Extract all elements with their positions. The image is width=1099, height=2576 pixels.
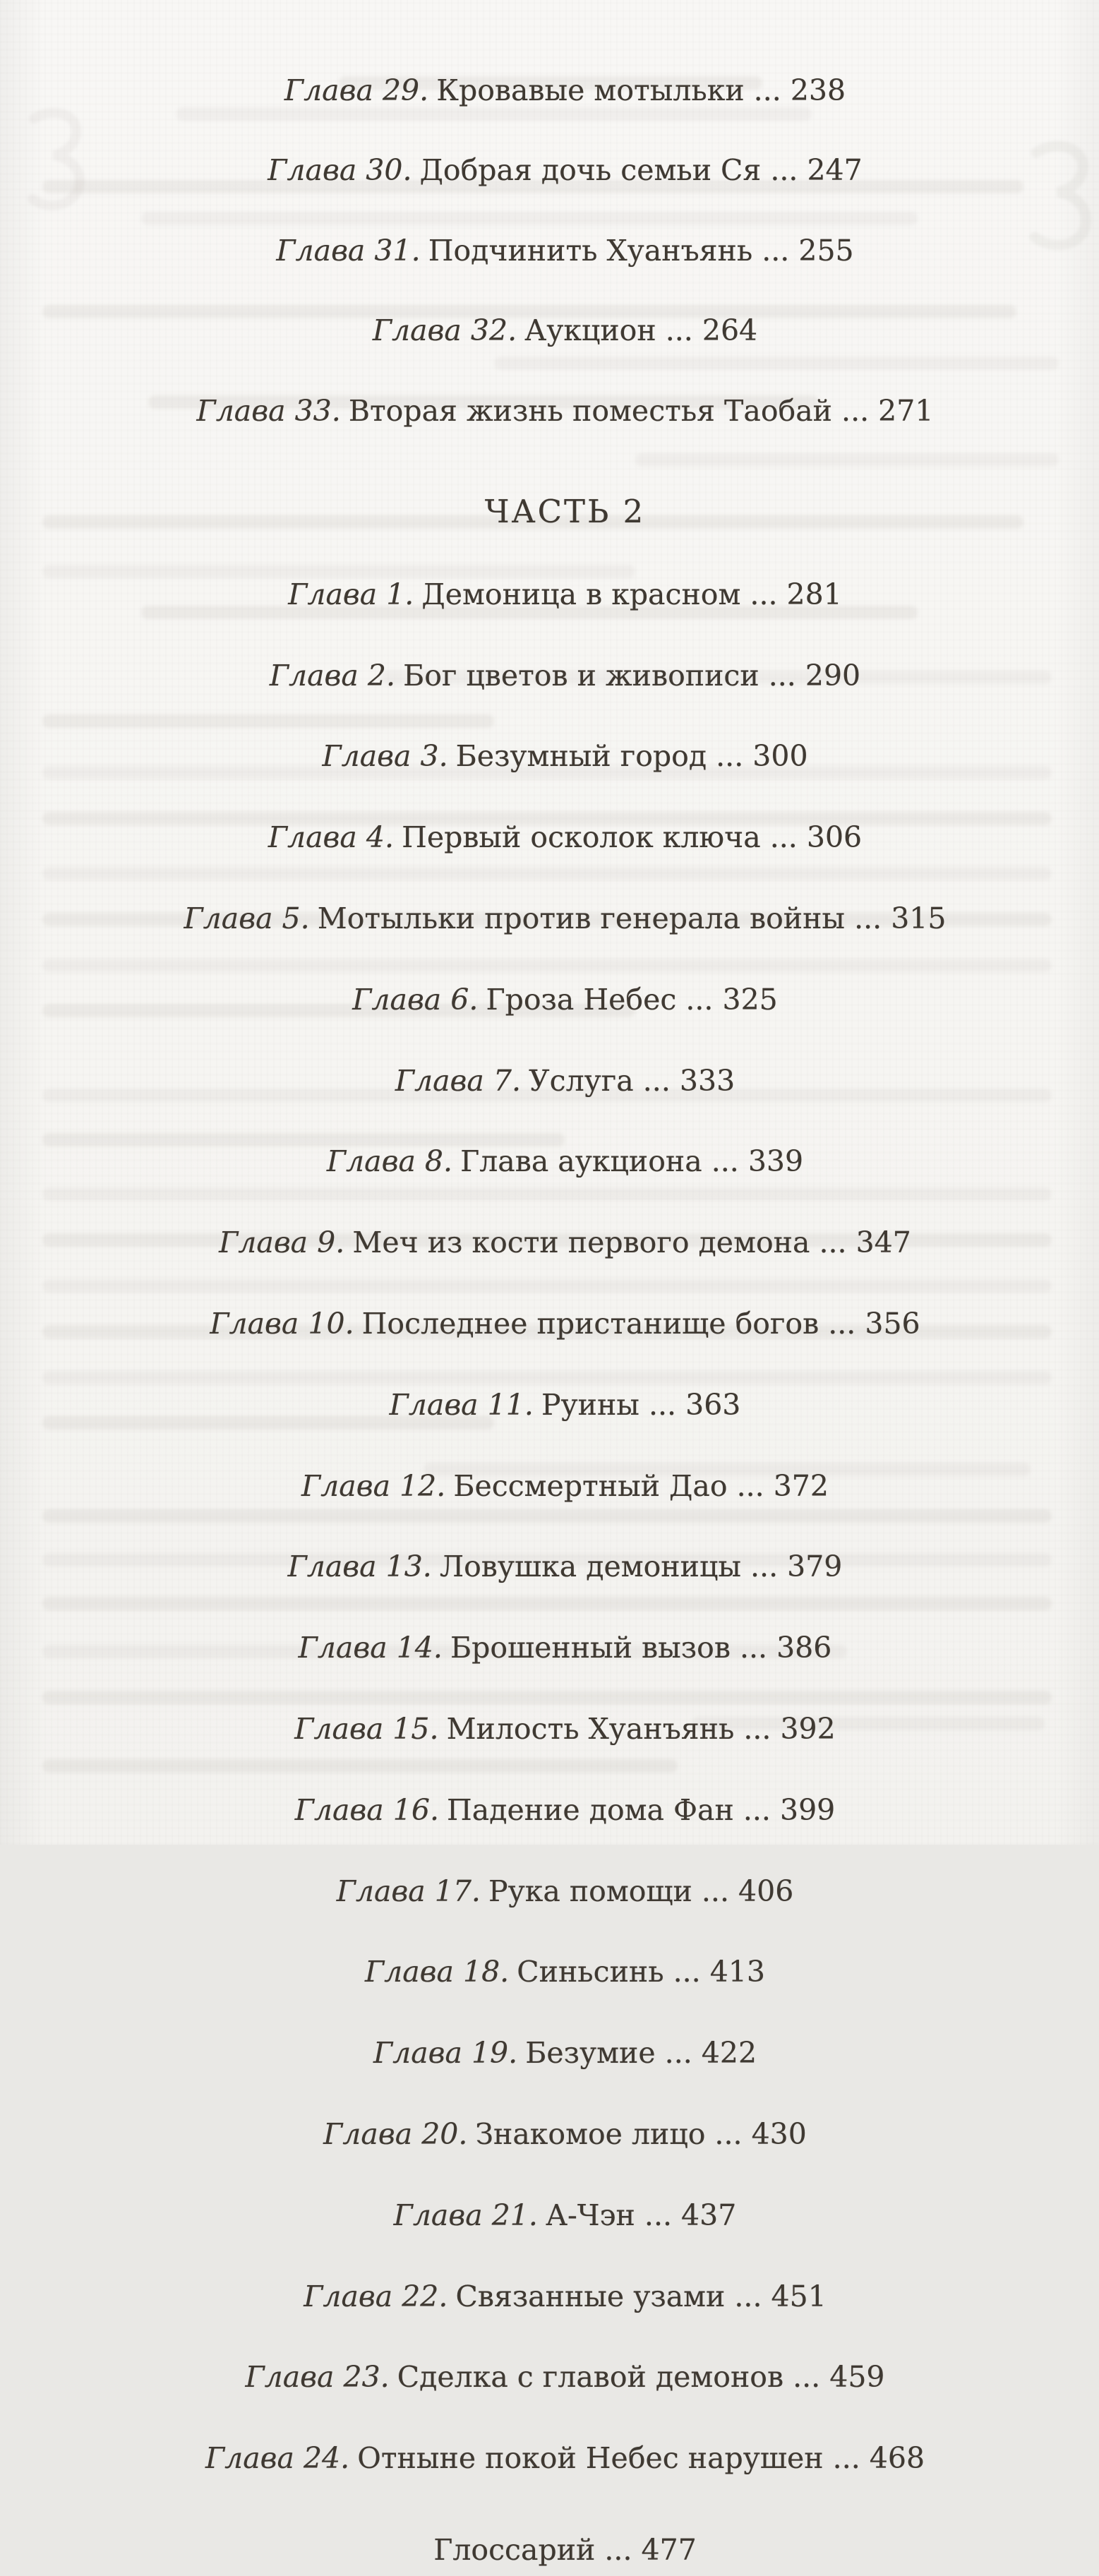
toc-entry bbox=[31, 1055, 1099, 1107]
chapter-title: Отныне покой Небес нарушен bbox=[357, 2441, 824, 2476]
chapter-page: 281 bbox=[786, 577, 842, 611]
toc-part2 bbox=[31, 569, 1099, 2485]
chapter-label: Глава 5. bbox=[184, 901, 310, 936]
chapter-label: Глава 12. bbox=[301, 1468, 446, 1503]
toc-dots: ... bbox=[760, 820, 807, 855]
toc-entry bbox=[31, 649, 1099, 702]
chapter-label: Глава 1. bbox=[288, 577, 414, 611]
chapter-page: 300 bbox=[752, 739, 808, 774]
toc-entry bbox=[31, 385, 1099, 437]
chapter-title: Мотыльки против генерала войны bbox=[317, 901, 846, 936]
glossary-page: 477 bbox=[641, 2532, 697, 2567]
toc-dots: ... bbox=[759, 658, 805, 693]
chapter-label: Глава 11. bbox=[389, 1387, 534, 1422]
chapter-title: Связанные узами bbox=[455, 2279, 726, 2313]
chapter-page: 422 bbox=[701, 2036, 757, 2071]
toc-dots: ... bbox=[705, 2117, 752, 2152]
toc-dots: ... bbox=[635, 2198, 682, 2232]
chapter-title: Гроза Небес bbox=[486, 982, 677, 1017]
chapter-page: 290 bbox=[805, 658, 861, 693]
chapter-label: Глава 15. bbox=[294, 1712, 439, 1747]
toc-entry bbox=[31, 225, 1099, 277]
toc-dots: ... bbox=[810, 1226, 856, 1260]
glossary-title: Глоссарий bbox=[433, 2532, 596, 2567]
chapter-label: Глава 10. bbox=[210, 1307, 354, 1341]
chapter-page: 386 bbox=[776, 1631, 832, 1665]
toc-entry bbox=[31, 2270, 1099, 2323]
toc-dots: ... bbox=[707, 739, 753, 774]
chapter-title: Руины bbox=[541, 1387, 639, 1422]
toc-entry bbox=[31, 1622, 1099, 1675]
chapter-title: Демоница в красном bbox=[421, 577, 741, 611]
chapter-label: Глава 3. bbox=[322, 739, 448, 774]
toc-dots: ... bbox=[692, 1874, 739, 1908]
chapter-title: Падение дома Фан bbox=[447, 1792, 734, 1827]
chapter-label: Глава 22. bbox=[304, 2279, 448, 2313]
chapter-page: 413 bbox=[709, 1955, 766, 1989]
part-2-heading: ЧАСТЬ 2 bbox=[484, 493, 646, 530]
chapter-title: Рука помощи bbox=[488, 1874, 692, 1908]
chapter-title: Первый осколок ключа bbox=[402, 820, 761, 855]
chapter-page: 347 bbox=[855, 1226, 911, 1260]
toc-entry bbox=[31, 2189, 1099, 2241]
chapter-title: Знакомое лицо bbox=[475, 2117, 706, 2152]
chapter-title: Последнее пристанище богов bbox=[361, 1307, 819, 1341]
chapter-title: Безумный город bbox=[455, 739, 707, 774]
chapter-label: Глава 6. bbox=[352, 982, 479, 1017]
toc-entry bbox=[31, 1298, 1099, 1350]
toc-entry bbox=[31, 1379, 1099, 1431]
toc-entry bbox=[31, 1217, 1099, 1269]
chapter-label: Глава 29. bbox=[284, 73, 429, 107]
chapter-label: Глава 21. bbox=[393, 2198, 538, 2232]
chapter-title: Бессмертный Дао bbox=[453, 1468, 728, 1503]
chapter-title: Подчинить Хуанъянь bbox=[428, 233, 753, 268]
chapter-label: Глава 32. bbox=[372, 313, 517, 348]
toc-entry bbox=[31, 1541, 1099, 1593]
toc-entry bbox=[31, 1703, 1099, 1756]
toc-dots: ... bbox=[761, 153, 807, 188]
chapter-page: 437 bbox=[681, 2198, 737, 2232]
toc-dots: ... bbox=[733, 1792, 780, 1827]
toc-dots: ... bbox=[832, 393, 879, 428]
toc-dots: ... bbox=[655, 2036, 702, 2071]
chapter-label: Глава 2. bbox=[269, 658, 395, 693]
chapter-title: Меч из кости первого демона bbox=[352, 1226, 810, 1260]
chapter-label: Глава 14. bbox=[298, 1631, 443, 1665]
chapter-title: Глава аукциона bbox=[460, 1144, 702, 1179]
toc-entry bbox=[31, 2352, 1099, 2404]
chapter-label: Глава 16. bbox=[294, 1792, 439, 1827]
chapter-label: Глава 13. bbox=[287, 1550, 432, 1584]
toc-dots: ... bbox=[740, 577, 787, 611]
chapter-title: Брошенный вызов bbox=[450, 1631, 731, 1665]
chapter-page: 325 bbox=[722, 982, 778, 1017]
toc-entry bbox=[31, 1136, 1099, 1188]
toc-entry bbox=[31, 2433, 1099, 2485]
toc-dots: ... bbox=[595, 2532, 642, 2567]
chapter-title: Бог цветов и живописи bbox=[403, 658, 759, 693]
chapter-label: Глава 17. bbox=[336, 1874, 481, 1908]
chapter-page: 264 bbox=[702, 313, 758, 348]
chapter-page: 451 bbox=[771, 2279, 827, 2313]
toc-dots: ... bbox=[663, 1955, 710, 1989]
chapter-page: 306 bbox=[806, 820, 863, 855]
toc-dots: ... bbox=[740, 1550, 788, 1584]
toc-entry bbox=[31, 145, 1099, 197]
toc-entry bbox=[31, 974, 1099, 1026]
toc-dots: ... bbox=[744, 73, 791, 107]
chapter-page: 363 bbox=[685, 1387, 741, 1422]
chapter-title: А-Чэн bbox=[545, 2198, 635, 2232]
toc-entry bbox=[31, 731, 1099, 783]
toc-entry bbox=[31, 812, 1099, 864]
toc-entry bbox=[31, 1865, 1099, 1917]
toc-part1-tail bbox=[31, 0, 1099, 437]
toc-dots: ... bbox=[823, 2441, 870, 2476]
toc-dots: ... bbox=[676, 982, 723, 1017]
toc-entry bbox=[31, 1784, 1099, 1836]
toc-dots: ... bbox=[633, 1063, 680, 1098]
chapter-label: Глава 19. bbox=[373, 2036, 518, 2071]
toc-dots: ... bbox=[725, 2279, 771, 2313]
toc-entry bbox=[31, 2027, 1099, 2080]
chapter-label: Глава 20. bbox=[323, 2117, 468, 2152]
toc-entry bbox=[31, 2109, 1099, 2161]
chapter-label: Глава 18. bbox=[364, 1955, 510, 1989]
toc-glossary-entry bbox=[31, 2524, 1099, 2576]
toc-dots: ... bbox=[783, 2360, 830, 2395]
chapter-title: Вторая жизнь поместья Таобай bbox=[348, 393, 832, 428]
toc-dots: ... bbox=[639, 1387, 686, 1422]
toc-entry bbox=[31, 65, 1099, 116]
chapter-title: Милость Хуанъянь bbox=[446, 1712, 735, 1747]
chapter-page: 356 bbox=[865, 1307, 920, 1341]
chapter-page: 430 bbox=[751, 2117, 807, 2152]
toc-dots: ... bbox=[730, 1631, 777, 1665]
chapter-label: Глава 31. bbox=[276, 233, 421, 268]
chapter-page: 459 bbox=[829, 2360, 885, 2395]
toc-entry bbox=[31, 1460, 1099, 1512]
chapter-page: 333 bbox=[679, 1063, 735, 1098]
toc-dots: ... bbox=[656, 313, 702, 348]
toc-dots: ... bbox=[819, 1307, 865, 1341]
chapter-label: Глава 33. bbox=[196, 393, 341, 428]
chapter-label: Глава 9. bbox=[219, 1226, 345, 1260]
chapter-title: Аукцион bbox=[524, 313, 656, 348]
chapter-page: 339 bbox=[747, 1144, 804, 1179]
toc-dots: ... bbox=[702, 1144, 748, 1179]
toc-entry bbox=[31, 306, 1099, 357]
toc-dots: ... bbox=[734, 1712, 781, 1747]
chapter-label: Глава 24. bbox=[205, 2441, 350, 2476]
chapter-page: 399 bbox=[779, 1792, 836, 1827]
chapter-title: Кровавые мотыльки bbox=[436, 73, 745, 107]
chapter-page: 247 bbox=[807, 153, 863, 188]
chapter-title: Сделка с главой демонов bbox=[397, 2360, 784, 2395]
chapter-page: 271 bbox=[878, 393, 934, 428]
chapter-page: 255 bbox=[798, 233, 854, 268]
chapter-page: 315 bbox=[891, 901, 947, 936]
chapter-title: Ловушка демоницы bbox=[439, 1550, 741, 1584]
chapter-page: 379 bbox=[787, 1550, 843, 1584]
chapter-page: 468 bbox=[869, 2441, 925, 2476]
chapter-page: 238 bbox=[790, 73, 846, 107]
toc-entry bbox=[31, 1946, 1099, 1999]
toc-dots: ... bbox=[752, 233, 799, 268]
chapter-label: Глава 4. bbox=[268, 820, 395, 855]
toc-entry bbox=[31, 893, 1099, 945]
chapter-label: Глава 8. bbox=[326, 1144, 453, 1179]
chapter-title: Безумие bbox=[525, 2036, 656, 2071]
chapter-page: 372 bbox=[773, 1468, 829, 1503]
table-of-contents bbox=[31, 0, 1099, 2576]
chapter-label: Глава 30. bbox=[268, 153, 412, 188]
toc-dots: ... bbox=[845, 901, 891, 936]
chapter-title: Услуга bbox=[529, 1063, 634, 1098]
chapter-title: Синьсинь bbox=[517, 1955, 664, 1989]
chapter-page: 392 bbox=[780, 1712, 836, 1747]
chapter-label: Глава 23. bbox=[245, 2360, 390, 2395]
toc-dots: ... bbox=[727, 1468, 774, 1503]
chapter-title: Добрая дочь семьи Ся bbox=[419, 153, 762, 188]
chapter-label: Глава 7. bbox=[395, 1063, 521, 1098]
chapter-page: 406 bbox=[738, 1874, 794, 1908]
toc-entry bbox=[31, 569, 1099, 621]
